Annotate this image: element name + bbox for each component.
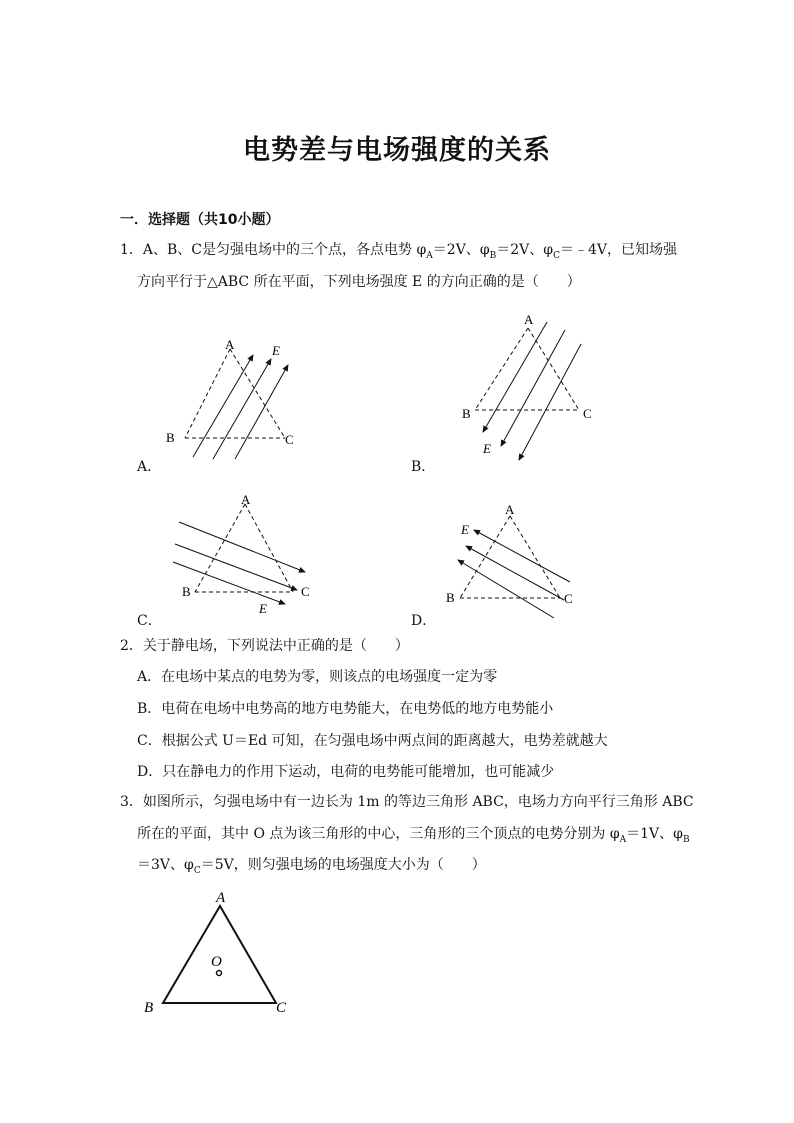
q3-line2-text: 所在的平面，其中 O 点为该三角形的中心，三角形的三个顶点的电势分别为	[137, 826, 610, 842]
label-e: E	[461, 522, 469, 537]
label-o: O	[211, 954, 222, 970]
triangle-edge-ac	[528, 328, 579, 410]
label-a: A	[225, 337, 235, 352]
label-a: A	[216, 890, 226, 906]
q1-option-b-label[interactable]: B．	[411, 459, 436, 475]
triangle-edge-ab	[185, 349, 230, 438]
label-b: B	[166, 430, 175, 445]
q1-line1-text: 1．A、B、C是匀强电场中的三个点，各点电势	[120, 242, 413, 258]
field-line	[483, 322, 547, 432]
page-title: 电势差与电场强度的关系	[243, 135, 551, 166]
label-c: C	[583, 406, 592, 421]
q3-figure	[140, 886, 300, 1021]
q1-option-c-label[interactable]: C．	[137, 613, 162, 629]
q1-option-d-label[interactable]: D．	[411, 613, 437, 629]
q1-figure-d	[440, 496, 600, 626]
section-heading: 一．选择题（共10小题）	[120, 212, 280, 228]
q1-figure-c	[165, 488, 325, 618]
center-point-o	[217, 971, 222, 976]
label-a: A	[524, 312, 534, 327]
label-c: C	[301, 584, 310, 599]
field-line	[519, 344, 581, 460]
q3-phi-a: $\varphi_A=1V$、	[609, 826, 674, 845]
q3-phi-c: $\varphi_C$	[184, 857, 201, 876]
label-a: A	[505, 502, 515, 517]
label-b: B	[144, 1000, 154, 1016]
q1-stem-line2: 方向平行于△ABC 所在平面，下列电场强度 E 的方向正确的是（ ）	[137, 274, 581, 290]
q1-phi-a: $\varphi_A=2V$、	[416, 242, 480, 261]
q3-stem-line1: 3．如图所示，匀强电场中有一边长为 1m 的等边三角形 ABC，电场力方向平行三角形 ABC	[120, 794, 694, 810]
q1-stem-line1	[120, 240, 677, 266]
field-line	[458, 560, 554, 618]
label-e: E	[483, 441, 491, 456]
label-a: A	[241, 492, 251, 507]
label-b: B	[182, 584, 191, 599]
triangle-edge-ac	[245, 504, 293, 592]
q3-stem-line2	[137, 824, 690, 850]
triangle-edge-ab	[195, 504, 245, 592]
q1-option-a-label[interactable]: A．	[137, 459, 162, 475]
q3-stem-line3	[137, 855, 486, 881]
triangle-edge-ac	[230, 349, 285, 438]
q2-option-a[interactable]: A．在电场中某点的电势为零，则该点的电场强度一定为零	[137, 669, 498, 685]
q2-stem: 2．关于静电场，下列说法中正确的是（ ）	[120, 638, 409, 654]
label-e: E	[259, 601, 267, 616]
triangle-edge-ac	[510, 516, 560, 598]
field-line	[466, 546, 564, 600]
label-c: C	[285, 432, 294, 447]
q3-line3-b: ＝5V，则匀强电场的电场强度大小为（ ）	[200, 857, 486, 873]
label-c: C	[276, 1000, 287, 1016]
field-line	[175, 544, 297, 590]
field-line	[474, 530, 570, 582]
q2-option-b[interactable]: B．电荷在电场中电势高的地方电势能大，在电势低的地方电势能小	[137, 701, 554, 717]
field-line	[235, 365, 288, 459]
q2-option-d[interactable]: D．只在静电力的作用下运动，电荷的电势能可能增加，也可能减少	[137, 764, 555, 780]
field-line	[179, 522, 305, 572]
q1-phi-c: $\varphi_C=﹣4V$，已知场强	[543, 242, 678, 261]
q2-option-c[interactable]: C．根据公式 U＝Ed 可知，在匀强电场中两点间的距离越大，电势差就越大	[137, 733, 608, 749]
q3-line3-a: ＝3V、	[137, 857, 185, 873]
q1-figure-b	[455, 308, 605, 468]
field-line	[501, 330, 565, 446]
q1-phi-b: $\varphi_B=2V$、	[479, 242, 544, 261]
q3-phi-b: $\varphi_B$	[673, 826, 690, 845]
label-e: E	[272, 343, 280, 358]
label-b: B	[446, 590, 455, 605]
q1-figure-a	[155, 335, 305, 465]
label-b: B	[462, 406, 471, 421]
label-c: C	[564, 591, 573, 606]
